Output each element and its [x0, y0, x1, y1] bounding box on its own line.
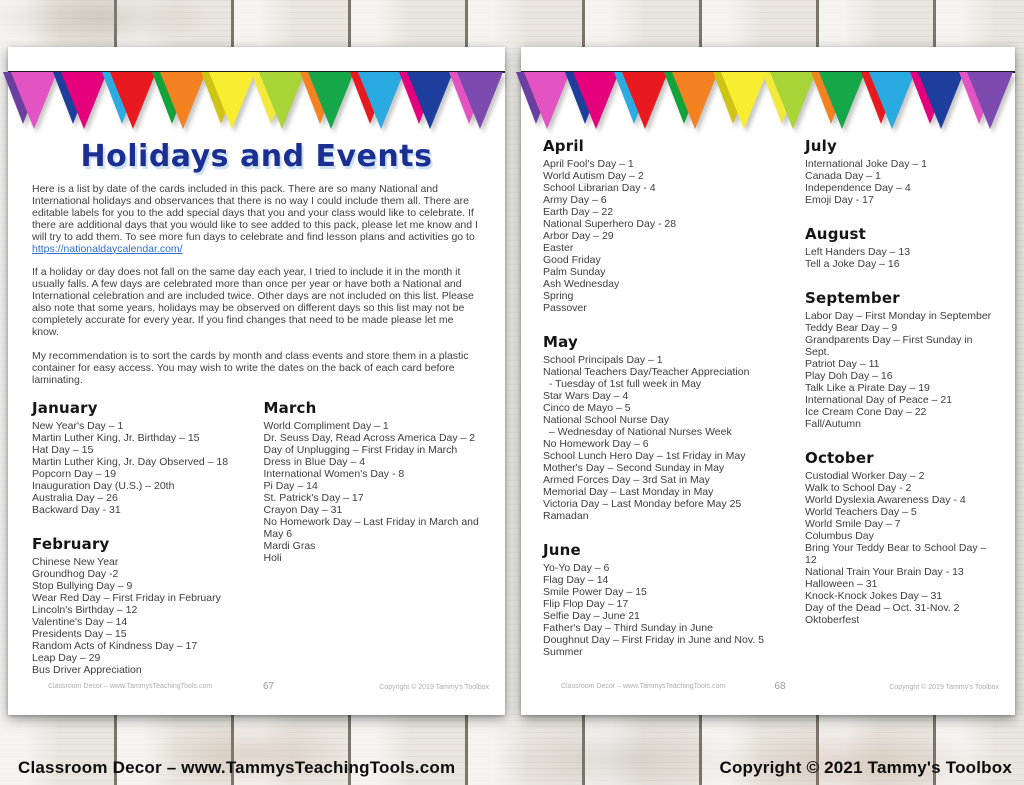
month-heading-march: March: [263, 398, 317, 417]
month-list-june: [543, 562, 791, 658]
page-footer-67: [48, 681, 489, 693]
month-list-october: [805, 470, 999, 626]
wallpaper-site-text: Classroom Decor – www.TammysTeachingTools.com: [18, 758, 456, 777]
list-item: Palm Sunday: [543, 266, 606, 278]
pennant-flag-icon: [258, 72, 305, 132]
list-item: Cinco de Mayo – 5: [543, 402, 631, 414]
pennant-flag-icon: [456, 72, 503, 132]
pennant-flag-icon: [406, 72, 453, 132]
list-item: Left Handers Day – 13: [805, 246, 911, 258]
document-page-67: [8, 47, 505, 715]
month-heading-september: September: [805, 289, 900, 307]
list-item: Leap Day – 29: [32, 651, 101, 664]
list-item: Armed Forces Day – 3rd Sat in May: [543, 474, 710, 486]
page-footer-68: [561, 681, 999, 693]
list-item: Patriot Day – 11: [805, 358, 880, 370]
list-item: National Superhero Day - 28: [543, 218, 677, 230]
intro-paragraph-3: My recommendation is to sort the cards by month and class events and store them in a plastic container for easy access. You may wish to write the dates on the back of each card before laminating.: [32, 349, 469, 386]
list-item: Australia Day – 26: [32, 491, 118, 504]
list-item: Halloween – 31: [805, 578, 878, 590]
page-number: 68: [774, 681, 786, 692]
footer-copyright-text: Copyright © 2019 Tammy's Toolbox: [889, 684, 999, 691]
wallpaper-caption-bar: [0, 754, 1024, 778]
list-item: Popcorn Day – 19: [32, 467, 117, 480]
list-item: School Principals Day – 1: [543, 354, 663, 366]
list-item: National School Nurse Day: [543, 414, 670, 426]
list-item: Independence Day – 4: [805, 182, 911, 194]
month-february: [32, 535, 250, 676]
list-item: Day of the Dead – Oct. 31-Nov. 2: [805, 602, 960, 614]
page-number: 67: [262, 681, 275, 692]
list-item: New Year's Day – 1: [32, 419, 124, 432]
list-item: Emoji Day - 17: [805, 194, 874, 206]
pennant-flag-icon: [868, 72, 915, 132]
pennant-flag-icon: [10, 72, 57, 132]
month-columns-left-page: [8, 399, 505, 695]
column-jan-feb: [32, 399, 250, 695]
list-item: Random Acts of Kindness Day – 17: [32, 639, 198, 652]
list-item: Arbor Day – 29: [543, 230, 614, 242]
pennant-flag-icon: [966, 72, 1013, 132]
pennant-flag-icon: [917, 72, 964, 132]
list-item: Memorial Day – Last Monday in May: [543, 486, 714, 498]
list-item: Hat Day – 15: [32, 443, 94, 456]
document-page-68: [521, 47, 1015, 715]
list-item: World Smile Day – 7: [805, 518, 901, 530]
list-item: School Librarian Day - 4: [543, 182, 656, 194]
wallpaper-copyright-text: Copyright © 2021 Tammy's Toolbox: [719, 758, 1012, 777]
month-columns-right-page: [521, 137, 1015, 677]
pennant-flag-icon: [572, 72, 619, 132]
list-item: Dress in Blue Day – 4: [263, 455, 366, 468]
list-item: Dr. Seuss Day, Read Across America Day – 2: [263, 431, 476, 444]
list-item: Wear Red Day – First Friday in February: [32, 591, 221, 604]
list-item: Knock-Knock Jokes Day – 31: [805, 590, 943, 602]
month-heading-february: February: [32, 534, 110, 553]
list-item: Grandparents Day – First Sunday in Sept.: [805, 334, 976, 358]
list-item: Good Friday: [543, 254, 601, 266]
list-item: Yo-Yo Day – 6: [543, 562, 610, 574]
list-item: World Dyslexia Awareness Day - 4: [805, 494, 966, 506]
pennant-flag-icon: [307, 72, 354, 132]
national-day-calendar-link[interactable]: https://nationaldaycalendar.com/: [32, 242, 183, 255]
pennant-flag-icon: [357, 72, 404, 132]
footer-site-text: Classroom Decor – www.TammysTeachingTools.com: [561, 683, 726, 690]
month-heading-october: October: [805, 449, 874, 467]
pennant-flag-icon: [720, 72, 767, 132]
list-item: Ash Wednesday: [543, 278, 620, 290]
month-april: [543, 137, 791, 314]
list-item: International Day of Peace – 21: [805, 394, 953, 406]
list-item: International Women's Day - 8: [263, 467, 405, 480]
month-list-may: [543, 354, 791, 522]
list-item: Bus Driver Appreciation: [32, 663, 142, 676]
list-item: Easter: [543, 242, 574, 254]
list-item: No Homework Day – 6: [543, 438, 649, 450]
list-item: Ramadan: [543, 510, 589, 522]
list-item: World Autism Day – 2: [543, 170, 644, 182]
month-list-march: [264, 420, 482, 564]
list-item: April Fool's Day – 1: [543, 158, 634, 170]
intro-paragraph-2: If a holiday or day does not fall on the same day each year, I tried to include it in the month it usually falls. A few days are celebrated more than once per year or have both a National and International celebration and are included twice. Other days are not included on this list. Please also note that some years, holidays may be observed on different days so this list may not be completely accurate for every year. If you find changes that need to be made please let me know.: [32, 266, 474, 338]
list-item: School Lunch Hero Day – 1st Friday in May: [543, 450, 746, 462]
list-item: Father's Day – Third Sunday in June: [543, 622, 713, 634]
month-list-february: [32, 556, 250, 676]
month-list-september: [805, 310, 999, 430]
list-item: Summer: [543, 646, 583, 658]
month-september: [805, 289, 999, 430]
intro-paragraph-1: [32, 184, 481, 255]
list-item: Flag Day – 14: [543, 574, 609, 586]
month-heading-may: May: [543, 333, 578, 351]
pennant-flag-icon: [109, 72, 156, 132]
month-heading-august: August: [805, 225, 867, 243]
list-item: Inauguration Day (U.S.) – 20th: [32, 479, 175, 492]
list-item: Play Doh Day – 16: [805, 370, 893, 382]
pennant-flag-icon: [159, 72, 206, 132]
list-item: Groundhog Day -2: [32, 567, 119, 580]
list-item: Canada Day – 1: [805, 170, 881, 182]
pennant-flag-icon: [671, 72, 718, 132]
list-item: Martin Luther King, Jr. Day Observed – 18: [32, 455, 229, 468]
month-june: [543, 541, 791, 658]
list-item: Earth Day – 22: [543, 206, 614, 218]
page-title: Holidays and Events: [80, 139, 433, 174]
month-heading-july: July: [805, 137, 837, 155]
list-item: National Teachers Day/Teacher Appreciation: [543, 366, 750, 378]
month-july: [805, 137, 999, 206]
list-item: Mardi Gras: [263, 539, 316, 552]
list-item: No Homework Day – Last Friday in March and May 6: [263, 515, 482, 540]
list-item: Fall/Autumn: [805, 418, 862, 430]
bunting-banner: [10, 72, 503, 132]
intro-paragraph-1-text: Here is a list by date of the cards included in this pack. There are so many National and International holidays and observances that there is no way I could include them all. There are editable labels for you to the add special days that you and your class would like to celebrate. If there are additional days that you would like to see added to this pack, please let me know and I will try to add them. To see more fun days to celebrate and find lesson plans and activities go to: [32, 183, 478, 243]
list-item: Labor Day – First Monday in September: [805, 310, 992, 322]
column-apr-may-jun: [543, 137, 791, 677]
month-october: [805, 449, 999, 626]
pennant-flag-icon: [208, 72, 255, 132]
list-item: National Train Your Brain Day - 13: [805, 566, 964, 578]
bunting-banner: [523, 72, 1013, 132]
list-item: Flip Flop Day – 17: [543, 598, 629, 610]
column-jul-aug-sep-oct: [805, 137, 999, 677]
list-item: Chinese New Year: [32, 555, 119, 568]
list-item: Victoria Day – Last Monday before May 25: [543, 498, 742, 510]
list-item: World Teachers Day – 5: [805, 506, 917, 518]
pennant-flag-icon: [621, 72, 668, 132]
list-item: Army Day – 6: [543, 194, 607, 206]
month-march: [264, 399, 482, 564]
column-march: [264, 399, 482, 695]
pennant-flag-icon: [769, 72, 816, 132]
pennant-flag-icon: [523, 72, 570, 132]
list-item: Doughnut Day – First Friday in June and Nov. 5: [543, 634, 764, 646]
list-item: Backward Day - 31: [32, 503, 121, 516]
month-heading-january: January: [32, 398, 98, 417]
pennant-flag-icon: [60, 72, 107, 132]
list-item: Crayon Day – 31: [263, 503, 343, 516]
list-item: Day of Unplugging – First Friday in March: [263, 443, 458, 456]
list-item: Passover: [543, 302, 587, 314]
list-item: Selfie Day – June 21: [543, 610, 640, 622]
list-item: Smile Power Day – 15: [543, 586, 647, 598]
month-heading-june: June: [543, 541, 581, 559]
list-item: Presidents Day – 15: [32, 627, 127, 640]
list-item: Custodial Worker Day – 2: [805, 470, 925, 482]
list-item: International Joke Day – 1: [805, 158, 927, 170]
list-item: Teddy Bear Day – 9: [805, 322, 898, 334]
month-may: [543, 333, 791, 522]
pennant-flag-icon: [818, 72, 865, 132]
list-item: Holi: [263, 551, 282, 564]
list-item: Ice Cream Cone Day – 22: [805, 406, 927, 418]
list-item: Valentine's Day – 14: [32, 615, 128, 628]
list-item: Lincoln's Birthday – 12: [32, 603, 138, 616]
intro-section: [8, 184, 505, 387]
month-list-april: [543, 158, 791, 314]
list-item: Oktoberfest: [805, 614, 860, 626]
list-item: Mother's Day – Second Sunday in May: [543, 462, 725, 474]
month-list-july: [805, 158, 999, 206]
list-item: Martin Luther King, Jr. Birthday – 15: [32, 431, 200, 444]
month-list-january: [32, 420, 250, 516]
list-item: Bring Your Teddy Bear to School Day – 12: [805, 542, 990, 566]
list-item: - Tuesday of 1st full week in May: [543, 378, 702, 390]
list-item: Stop Bullying Day – 9: [32, 579, 133, 592]
list-item: Tell a Joke Day – 16: [805, 258, 900, 270]
footer-site-text: Classroom Decor – www.TammysTeachingTools.com: [48, 683, 213, 690]
month-heading-april: April: [543, 137, 585, 155]
list-item: World Compliment Day – 1: [263, 419, 389, 432]
month-august: [805, 225, 999, 270]
list-item: Pi Day – 14: [263, 479, 318, 492]
list-item: Talk Like a Pirate Day – 19: [805, 382, 930, 394]
list-item: St. Patrick's Day – 17: [263, 491, 364, 504]
month-list-august: [805, 246, 999, 270]
list-item: Star Wars Day – 4: [543, 390, 629, 402]
month-january: [32, 399, 250, 516]
list-item: Spring: [543, 290, 574, 302]
list-item: Walk to School Day - 2: [805, 482, 912, 494]
list-item: Columbus Day: [805, 530, 874, 542]
list-item: – Wednesday of National Nurses Week: [543, 426, 732, 438]
footer-copyright-text: Copyright © 2019 Tammy's Toolbox: [379, 684, 489, 691]
